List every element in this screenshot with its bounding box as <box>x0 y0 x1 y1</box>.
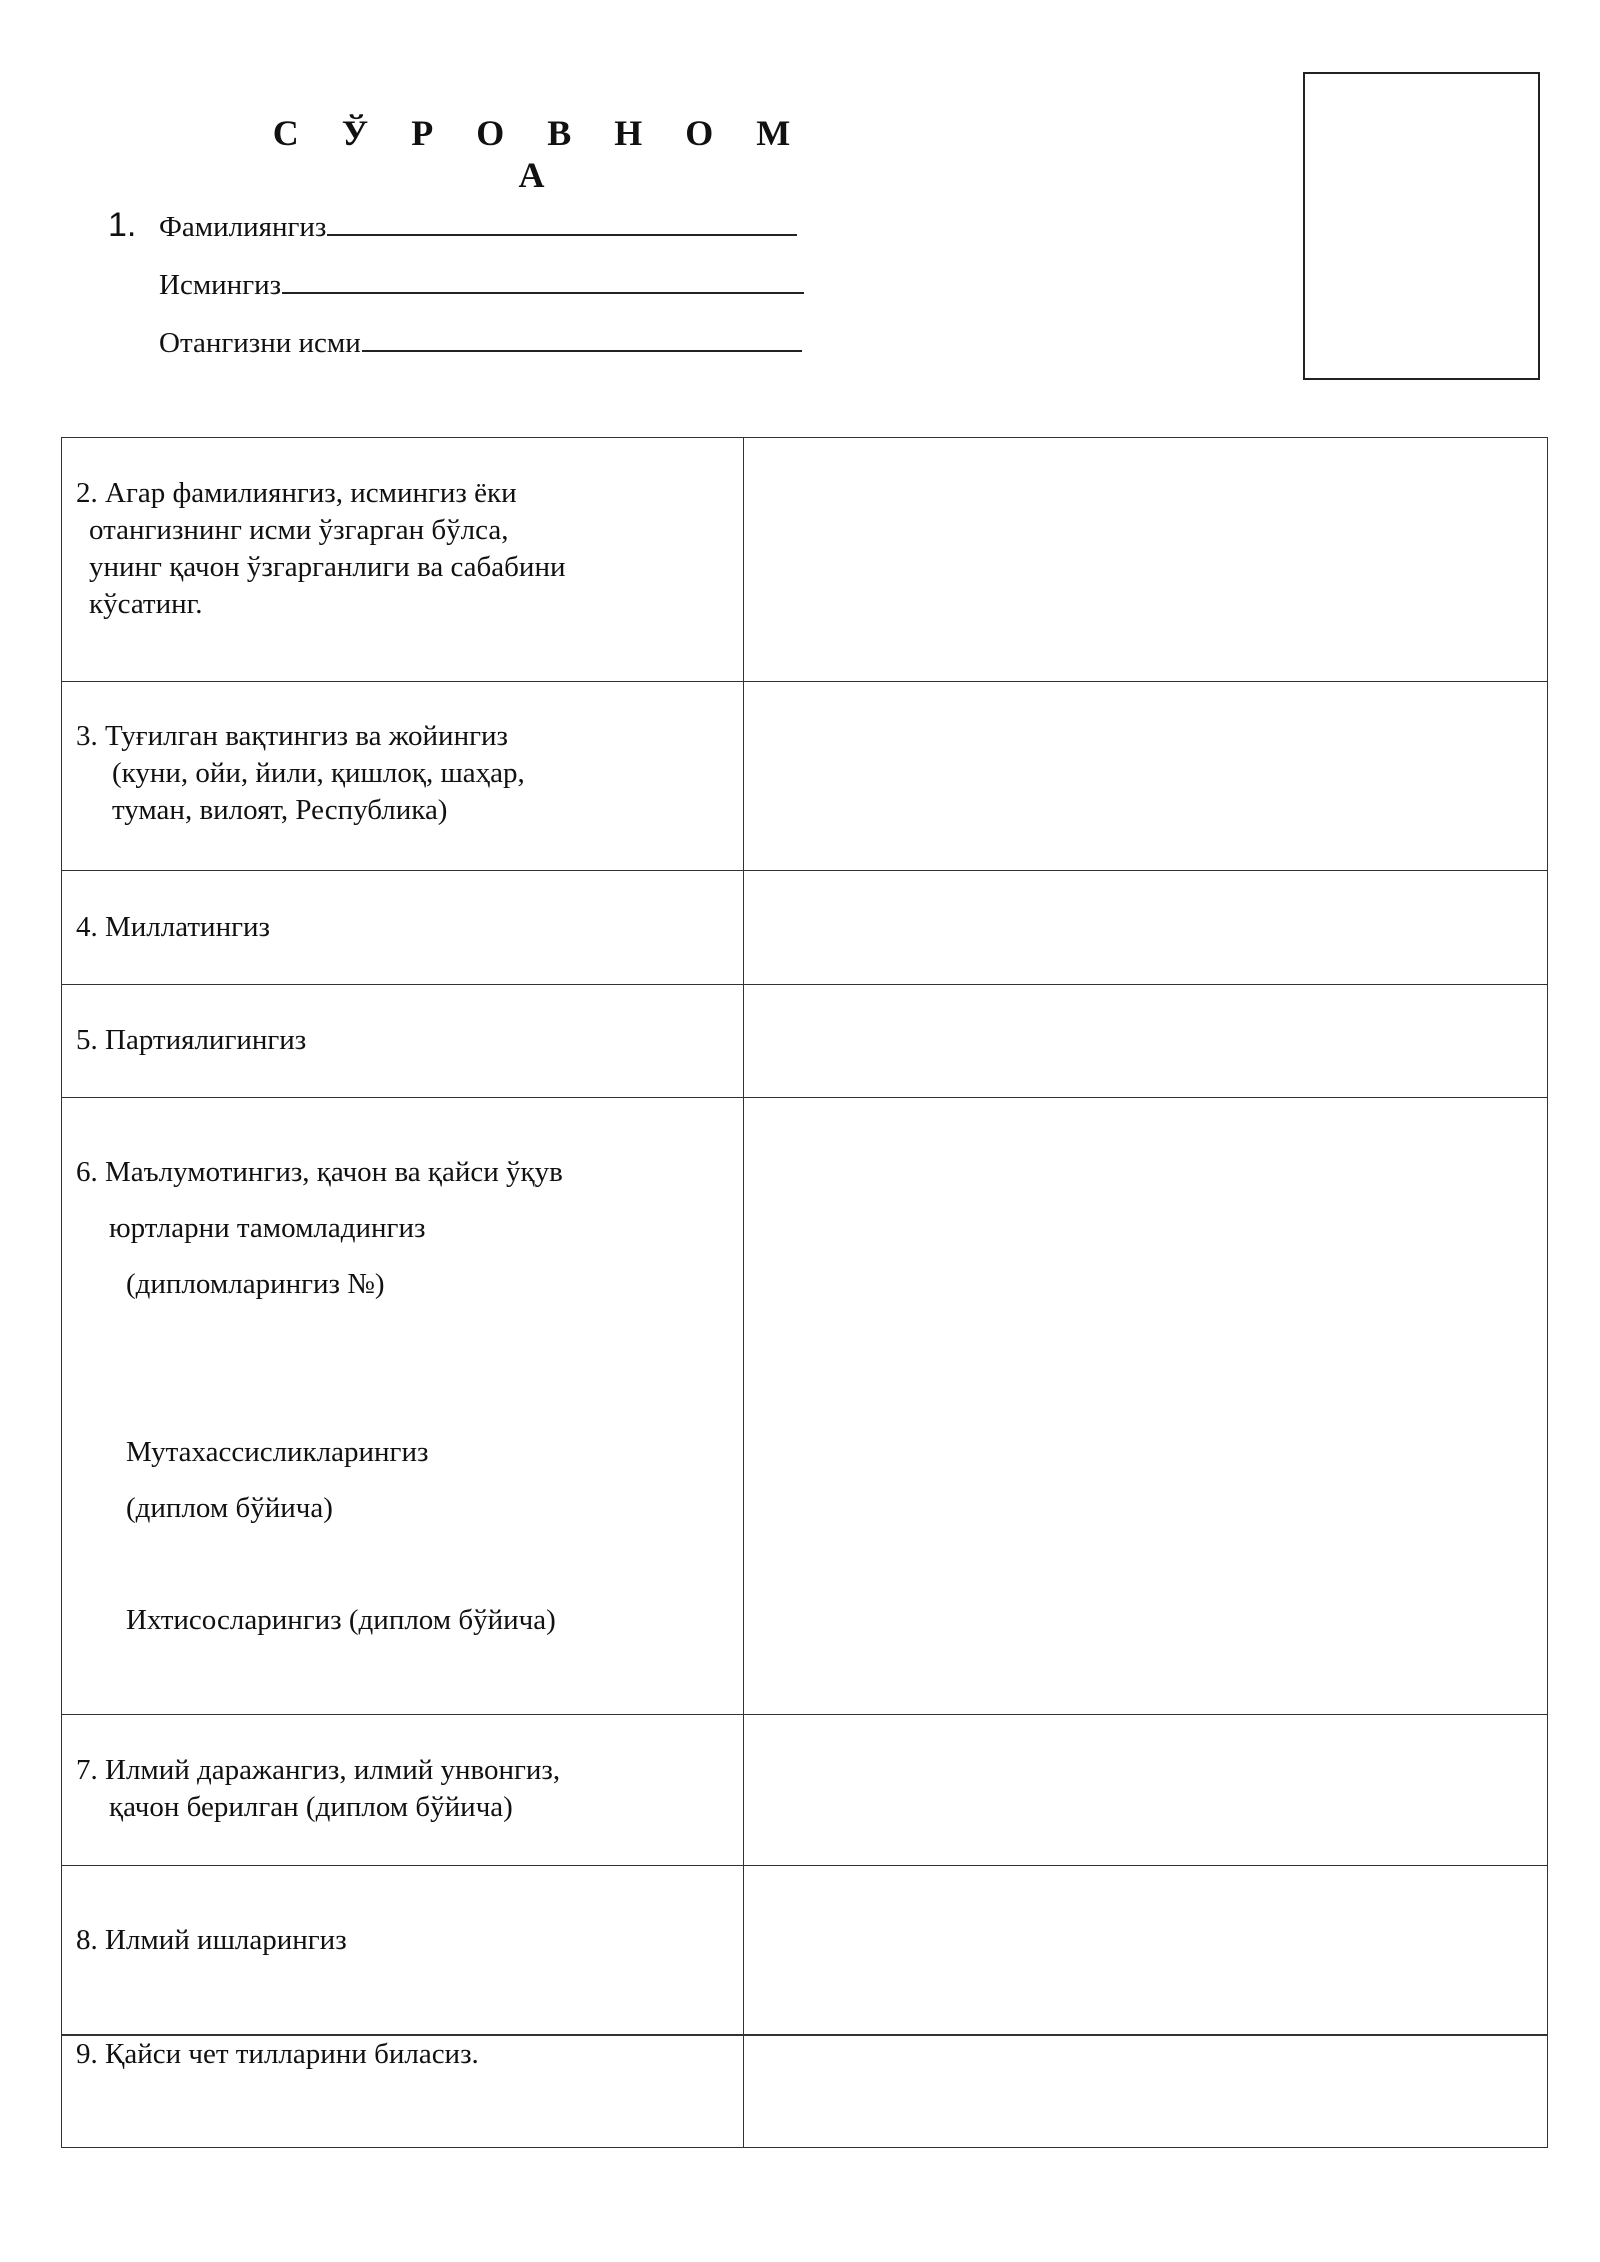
patronymic-input-line[interactable] <box>362 326 802 352</box>
question-6-line-3: (дипломларингиз №) <box>126 1268 385 1300</box>
answer-4[interactable] <box>745 871 1547 984</box>
question-6-line-1: 6. Маълумотингиз, қачон ва қайси ўқув <box>76 1156 563 1188</box>
question-6-line-4: Мутахассисликларингиз <box>126 1436 429 1468</box>
question-2-line-1: 2. Агар фамилиянгиз, исмингиз ёки <box>76 477 517 509</box>
questionnaire-table <box>61 437 1548 2148</box>
table-row-3 <box>62 681 1547 870</box>
question-2-line-4: кўсатинг. <box>89 588 203 620</box>
answer-8[interactable] <box>745 1866 1547 2034</box>
name-field[interactable] <box>159 268 804 302</box>
answer-3[interactable] <box>745 682 1547 870</box>
table-row-8 <box>62 1865 1547 2034</box>
surname-label: Фамилиянгиз <box>159 211 327 243</box>
question-7-line-1: 7. Илмий даражангиз, илмий унвонгиз, <box>76 1754 561 1786</box>
photo-placeholder <box>1303 72 1540 380</box>
section-number: 1. <box>108 206 137 244</box>
table-row-2 <box>62 438 1547 681</box>
surname-field[interactable] <box>159 210 797 244</box>
patronymic-field[interactable] <box>159 326 802 360</box>
surname-input-line[interactable] <box>327 210 797 236</box>
question-3-line-3: туман, вилоят, Республика) <box>112 794 448 826</box>
table-row-4 <box>62 870 1547 984</box>
question-3-line-1: 3. Туғилган вақтингиз ва жойингиз <box>76 720 508 752</box>
question-7-line-2: қачон берилган (диплом бўйича) <box>109 1791 513 1823</box>
name-input-line[interactable] <box>282 268 804 294</box>
question-6-line-6: Ихтисосларингиз (диплом бўйича) <box>126 1604 556 1636</box>
question-4: 4. Миллатингиз <box>76 911 270 943</box>
question-9: 9. Қайси чет тилларини биласиз. <box>76 2038 479 2070</box>
question-3-line-2: (куни, ойи, йили, қишлоқ, шаҳар, <box>112 757 525 789</box>
name-label: Исмингиз <box>159 269 282 301</box>
table-row-9 <box>62 2034 1547 2147</box>
answer-9[interactable] <box>745 2036 1547 2147</box>
answer-2[interactable] <box>745 438 1547 681</box>
question-8: 8. Илмий ишларингиз <box>76 1924 347 1956</box>
question-5: 5. Партиялигингиз <box>76 1024 307 1056</box>
patronymic-label: Отангизни исми <box>159 327 361 359</box>
answer-6[interactable] <box>745 1098 1547 1714</box>
answer-7[interactable] <box>745 1715 1547 1865</box>
table-row-5 <box>62 984 1547 1097</box>
answer-5[interactable] <box>745 985 1547 1097</box>
question-2-line-3: унинг қачон ўзгарганлиги ва сабабини <box>89 551 566 583</box>
table-row-7 <box>62 1714 1547 1865</box>
question-6-line-2: юртларни тамомладингиз <box>109 1212 426 1244</box>
questionnaire-title: С Ў Р О В Н О М А <box>272 113 808 195</box>
question-6-line-5: (диплом бўйича) <box>126 1492 333 1524</box>
question-2-line-2: отангизнинг исми ўзгарган бўлса, <box>89 514 509 546</box>
table-row-6 <box>62 1097 1547 1714</box>
